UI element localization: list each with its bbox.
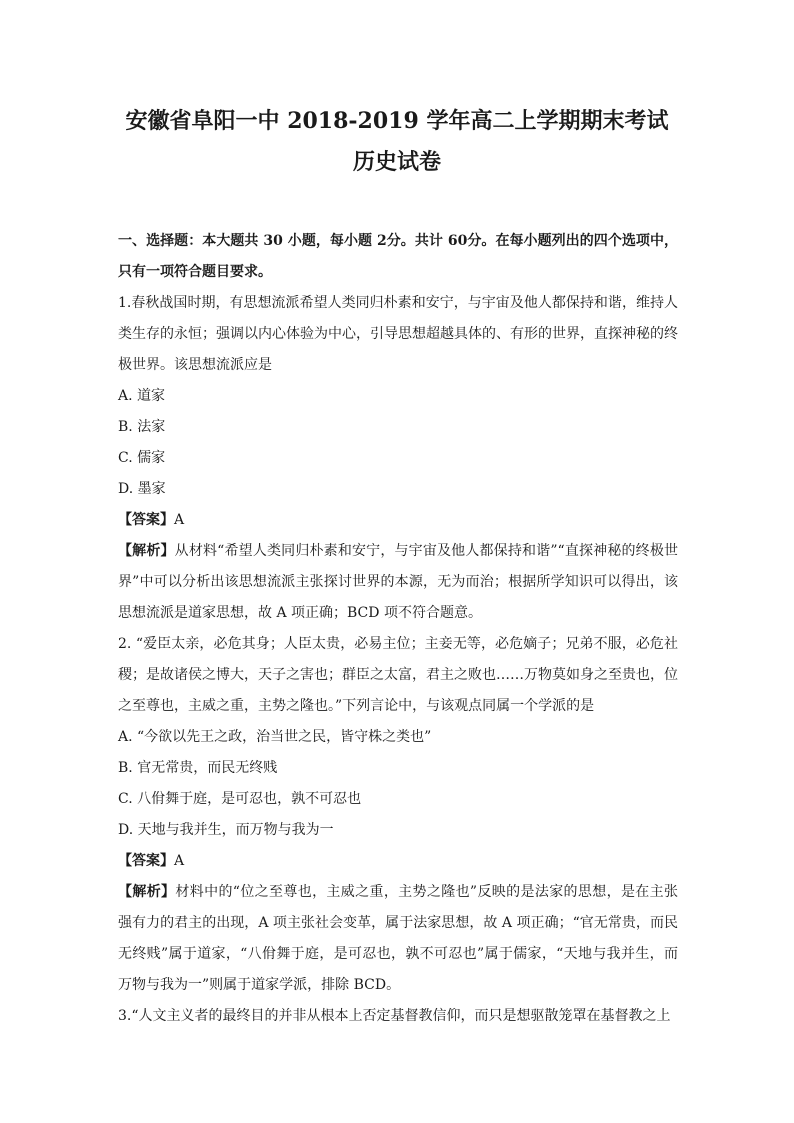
answer-tag: 【答案】 xyxy=(118,853,174,869)
question-stem: 2. “爱臣太亲，必危其身；人臣太贵，必易主位；主妾无等，必危嫡子；兄弟不服，必危社稷；是故诸侯之博大，天子之害也；群臣之太富，君主之败也……万物莫如身之至贵也，位之至尊也，主威之重，主势之隆也。”下列言论中，与该观点同属一个学派的是 xyxy=(118,636,678,714)
option-c: C. 八佾舞于庭，是可忍也，孰不可忍也 xyxy=(118,791,362,807)
option-c: C. 儒家 xyxy=(118,450,166,466)
analysis-paragraph xyxy=(118,877,678,1001)
analysis-paragraph xyxy=(118,536,678,629)
analysis-text: 从材料“希望人类同归朴素和安宁，与宇宙及他人都保持和谐”“直探神秘的终极世界”中可以分析出该思想流派主张探讨世界的本源，无为而治；根据所学知识可以得出，该思想流派是道家思想，故 A 项正确；BCD 项不符合题意。 xyxy=(118,543,678,621)
analysis-tag: 【解析】 xyxy=(118,543,175,559)
option-a: A. 道家 xyxy=(118,388,166,404)
section-heading: 一、选择题：本大题共 30 小题，每小题 2分。共计 60分。在每小题列出的四个选项中，只有一项符合题目要求。 xyxy=(118,233,678,280)
answer-line xyxy=(118,505,678,536)
question-stem: 3.“人文主义者的最终目的并非从根本上否定基督教信仰，而只是想驱散笼罩在基督教之上 xyxy=(118,1008,671,1024)
answer-tag: 【答案】 xyxy=(118,512,174,528)
answer-line xyxy=(118,846,678,877)
option-b: B. 法家 xyxy=(118,419,166,435)
exam-content xyxy=(118,226,678,1032)
option-d: D. 天地与我并生，而万物与我为一 xyxy=(118,822,334,838)
question-stem: 1.春秋战国时期，有思想流派希望人类同归朴素和安宁，与宇宙及他人都保持和谐，维持人类生存的永恒；强调以内心体验为中心，引导思想超越具体的、有形的世界，直探神秘的终极世界。该思想流派应是 xyxy=(118,295,678,373)
document-title: 安徽省阜阳一中 2018-2019 学年高二上学期期末考试 xyxy=(125,108,669,134)
analysis-tag: 【解析】 xyxy=(118,884,176,900)
option-a: A. “今欲以先王之政，治当世之民，皆守株之类也” xyxy=(118,729,432,745)
option-d: D. 墨家 xyxy=(118,481,166,497)
answer-value: A xyxy=(174,512,185,528)
answer-value: A xyxy=(174,853,185,869)
document-subtitle: 历史试卷 xyxy=(352,149,441,175)
option-b: B. 官无常贵，而民无终贱 xyxy=(118,760,278,776)
analysis-text: 材料中的“位之至尊也，主威之重，主势之隆也”反映的是法家的思想，是在主张强有力的君主的出现，A 项主张社会变革，属于法家思想，故 A 项正确；“官无常贵，而民无终贱”属于道家，“八佾舞于庭，是可忍也，孰不可忍也”属于儒家，“天地与我并生，而万物与我为一”则属于道家学派，排除 BCD。 xyxy=(118,884,679,993)
